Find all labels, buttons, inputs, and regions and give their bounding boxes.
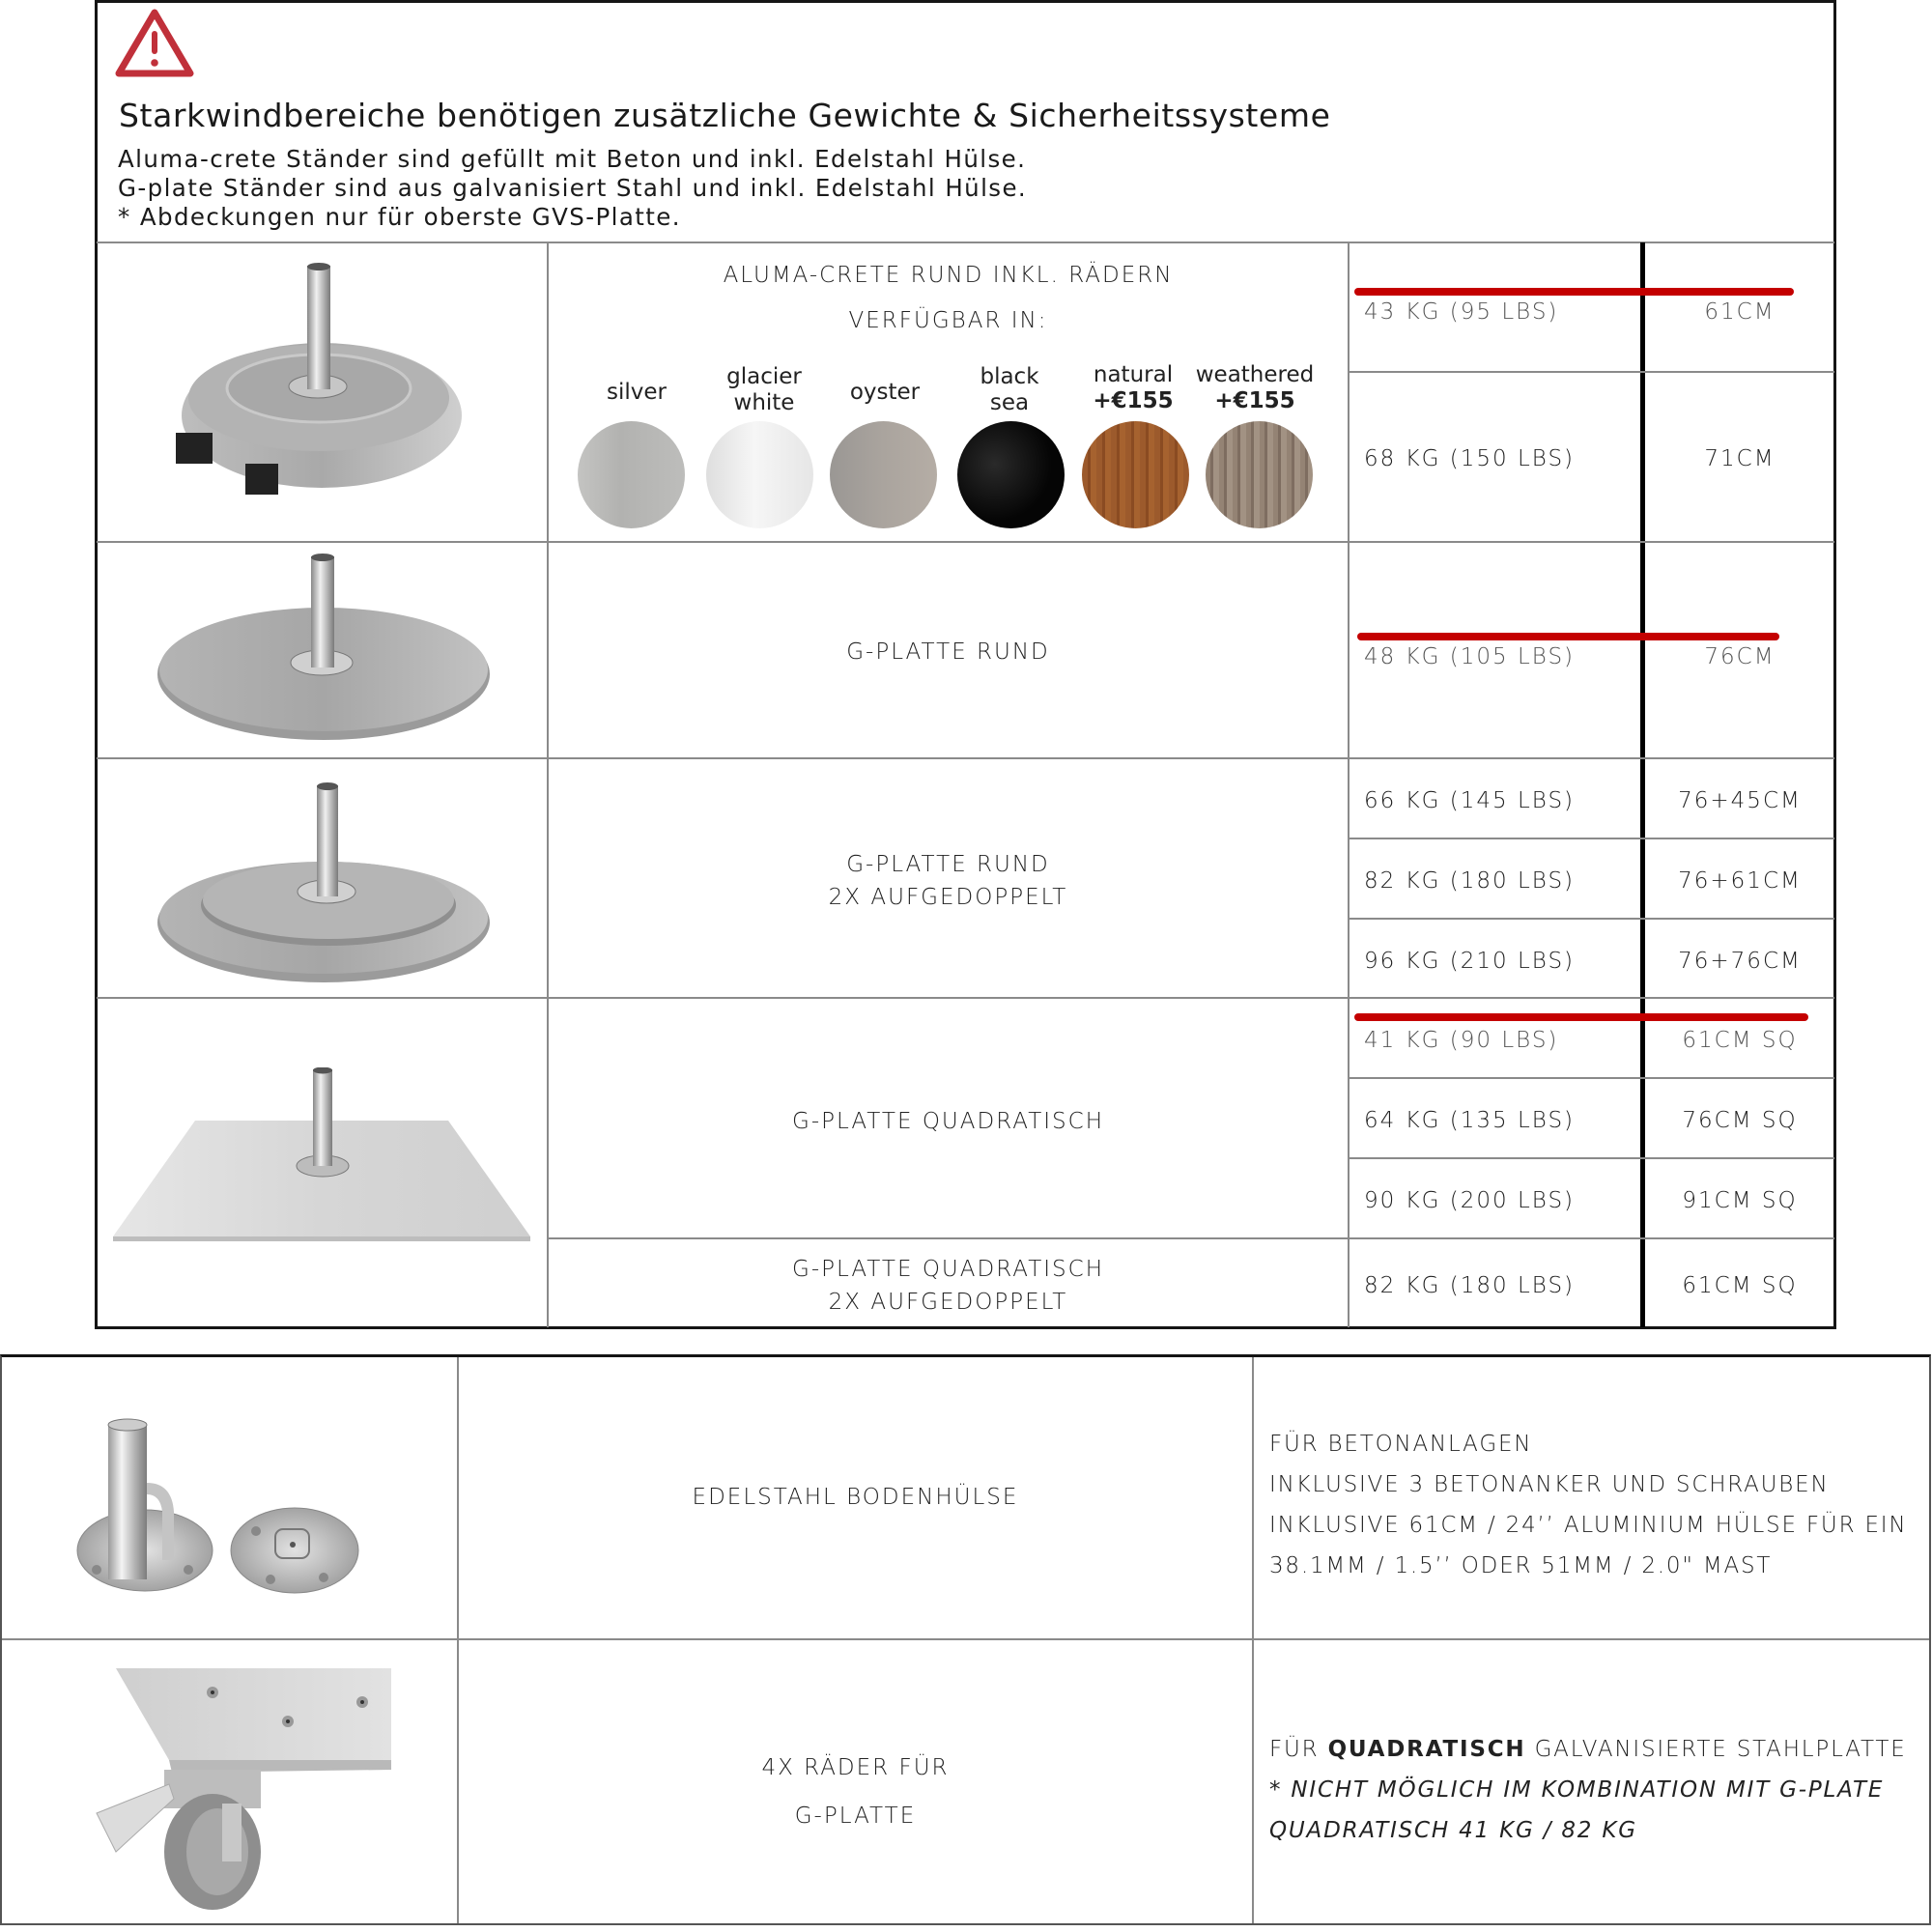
detail-line: FÜR BETONANLAGEN <box>1269 1432 1533 1457</box>
g-plate-square-image <box>108 1067 533 1251</box>
accessory-name-line: 4X RÄDER FÜR <box>761 1755 950 1780</box>
detail-line: INKLUSIVE 3 BETONANKER UND SCHRAUBEN <box>1269 1472 1830 1497</box>
product-name-line: 2X AUFGEDOPPELT <box>828 885 1068 910</box>
divider <box>1349 1157 1834 1159</box>
color-label-silver: silver <box>607 380 667 405</box>
divider <box>1252 1357 1254 1923</box>
g-plate-round-double-image <box>145 778 502 990</box>
accessory-name: EDELSTAHL BODENHÜLSE <box>692 1485 1019 1510</box>
strikethrough-mark <box>1357 633 1779 640</box>
color-label-glacier-white: glacier white <box>726 364 802 415</box>
page-title: Starkwindbereiche benötigen zusätzliche Gewichte & Sicherheitssysteme <box>119 97 1331 134</box>
note-line: * NICHT MÖGLICH IM KOMBINATION MIT G-PLATE <box>1269 1777 1885 1803</box>
accessory-details <box>1269 1729 1907 1851</box>
product-name <box>548 848 1349 914</box>
weight-cell: 82 KG (180 LBS) <box>1364 868 1576 894</box>
divider <box>1349 918 1834 920</box>
divider <box>97 997 1834 999</box>
product-name <box>548 1253 1349 1319</box>
divider <box>1348 242 1350 1327</box>
note-line: G-plate Ständer sind aus galvanisiert Stahl und inkl. Edelstahl Hülse. <box>118 174 1028 202</box>
weight-cell: 41 KG (90 LBS) <box>1364 1028 1559 1053</box>
color-label-black-sea: black sea <box>980 364 1039 415</box>
size-cell: 76CM <box>1704 644 1776 669</box>
weight-cell: 90 KG (200 LBS) <box>1364 1188 1576 1213</box>
color-swatch-natural[interactable] <box>1082 421 1189 528</box>
size-cell: 61CM SQ <box>1682 1028 1798 1053</box>
detail-line: FÜR QUADRATISCH GALVANISIERTE STAHLPLATTE <box>1269 1737 1907 1762</box>
strikethrough-mark <box>1354 1013 1808 1021</box>
available-in-label: VERFÜGBAR IN: <box>848 308 1048 333</box>
stainless-floor-sleeve-image <box>58 1406 406 1599</box>
accessory-name-line: G-PLATTE <box>794 1804 917 1829</box>
aluma-crete-round-base-image <box>164 261 473 512</box>
bold-divider <box>1640 242 1645 1327</box>
product-name-line: G-PLATTE QUADRATISCH <box>792 1257 1104 1282</box>
note-line: * Abdeckungen nur für oberste GVS-Platte. <box>118 203 681 231</box>
divider <box>1349 371 1834 373</box>
emphasis-text: QUADRATISCH <box>1327 1737 1526 1762</box>
weight-cell: 48 KG (105 LBS) <box>1364 644 1576 669</box>
strikethrough-mark <box>1354 288 1794 296</box>
color-swatch-oyster[interactable] <box>830 421 937 528</box>
divider <box>1349 838 1834 839</box>
size-cell: 61CM SQ <box>1682 1273 1798 1298</box>
weight-cell: 43 KG (95 LBS) <box>1364 299 1559 325</box>
g-plate-round-image <box>145 549 502 752</box>
color-label-natural: natural +€155 <box>1093 362 1174 413</box>
color-swatch-glacier-white[interactable] <box>706 421 813 528</box>
size-cell: 91CM SQ <box>1682 1188 1798 1213</box>
size-cell: 76+45CM <box>1678 788 1802 813</box>
caster-wheel-image <box>77 1668 391 1910</box>
note-line: QUADRATISCH 41 KG / 82 KG <box>1269 1818 1637 1843</box>
size-cell: 76+76CM <box>1678 949 1802 974</box>
product-name: G-PLATTE QUADRATISCH <box>792 1109 1104 1134</box>
detail-line: 38.1MM / 1.5’’ ODER 51MM / 2.0" MAST <box>1269 1553 1773 1578</box>
price-surcharge: +€155 <box>1214 388 1295 413</box>
size-cell: 61CM <box>1704 299 1776 325</box>
product-name: ALUMA-CRETE RUND INKL. RÄDERN <box>723 263 1174 288</box>
divider <box>2 1638 1929 1640</box>
color-label-weathered: weathered +€155 <box>1195 362 1315 413</box>
weight-cell: 82 KG (180 LBS) <box>1364 1273 1576 1298</box>
product-name-line: 2X AUFGEDOPPELT <box>828 1290 1068 1315</box>
product-name-line: G-PLATTE RUND <box>846 852 1050 877</box>
detail-line: INKLUSIVE 61CM / 24’’ ALUMINIUM HÜLSE FÜR EIN <box>1269 1513 1908 1538</box>
header-notes <box>118 145 1027 232</box>
divider <box>548 1237 1834 1239</box>
weight-cell: 64 KG (135 LBS) <box>1364 1108 1576 1133</box>
weight-cell: 66 KG (145 LBS) <box>1364 788 1576 813</box>
color-swatch-black-sea[interactable] <box>957 421 1065 528</box>
divider <box>97 541 1834 543</box>
warning-triangle-icon <box>114 8 195 79</box>
divider <box>97 757 1834 759</box>
price-surcharge: +€155 <box>1093 388 1174 413</box>
product-name: G-PLATTE RUND <box>846 639 1050 665</box>
divider <box>1349 1077 1834 1079</box>
size-cell: 71CM <box>1704 446 1776 471</box>
weight-cell: 68 KG (150 LBS) <box>1364 446 1576 471</box>
divider <box>547 242 549 1327</box>
accessory-details <box>1269 1424 1907 1586</box>
size-cell: 76CM SQ <box>1682 1108 1798 1133</box>
divider <box>97 242 1834 243</box>
color-label-oyster: oyster <box>849 380 921 405</box>
weight-cell: 96 KG (210 LBS) <box>1364 949 1576 974</box>
size-cell: 76+61CM <box>1678 868 1802 894</box>
accessory-name <box>459 1744 1252 1840</box>
note-line: Aluma-crete Ständer sind gefüllt mit Beton und inkl. Edelstahl Hülse. <box>118 145 1027 173</box>
color-swatch-silver[interactable] <box>578 421 685 528</box>
color-swatch-weathered[interactable] <box>1206 421 1313 528</box>
